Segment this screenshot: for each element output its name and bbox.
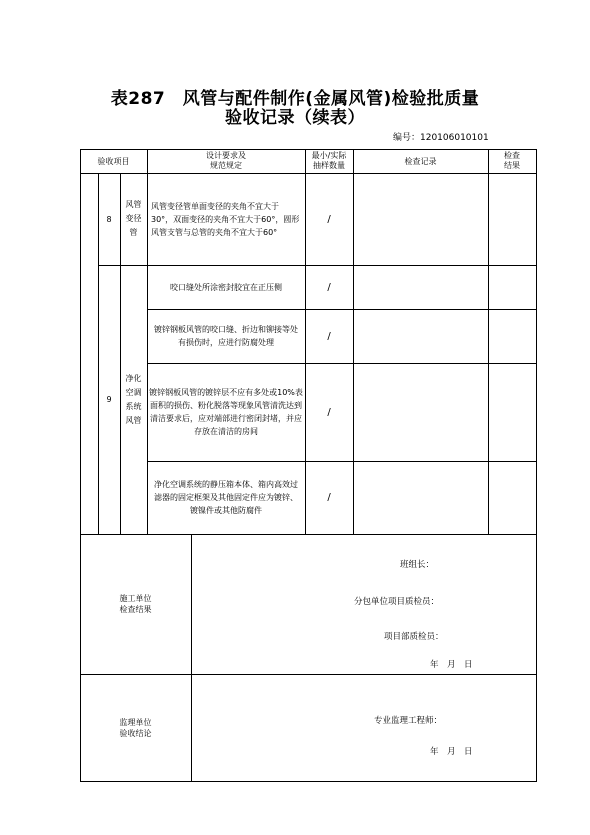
- document-code: 编号：120106010101: [393, 133, 489, 143]
- document-subtitle: 验收记录（续表）: [225, 108, 365, 128]
- sample-quantity: /: [327, 492, 331, 503]
- header-sample: 最小/实际 抽样数量: [311, 151, 347, 170]
- header-result: 检查 结果: [504, 151, 520, 170]
- column-divider: [147, 149, 148, 534]
- requirement-text: 镀锌钢板风管的咬口缝、折边和铆接等处有损伤时，应进行防腐处理: [154, 325, 298, 347]
- requirement-text: 风管变径管单面变径的夹角不宜大于30°，双面变径的夹角不宜大于60°，圆形风管支管与总管的夹角不宜大于60°: [151, 201, 300, 237]
- header-requirement: 设计要求及 规范规定: [206, 151, 246, 170]
- column-divider: [488, 149, 489, 534]
- supervision-date: 年 月 日: [430, 747, 473, 757]
- team-leader-signature: 班组长：: [400, 560, 435, 570]
- item-number: 9: [106, 395, 112, 404]
- requirement-text: 镀锌钢板风管的镀锌层不应有多处或10%表面积的损伤、粉化脱落等现象风管清洗达到清洁要求后，应对端部进行密闭封堵，并应存放在清洁的房间: [149, 388, 303, 436]
- item-number: 8: [106, 214, 112, 224]
- document-title: 表287 风管与配件制作(金属风管)检验批质量: [110, 89, 480, 109]
- header-item: 验收项目: [97, 156, 130, 166]
- sample-quantity: /: [327, 213, 331, 225]
- construction-unit-label: 施工单位 检查结果: [119, 594, 152, 614]
- requirement-text: 净化空调系统的静压箱本体、箱内高效过滤器的固定框架及其他固定件应为镀锌、镀镍件或其他防腐件: [154, 480, 298, 515]
- sample-quantity: /: [327, 281, 331, 293]
- header-record: 检查记录: [404, 156, 437, 166]
- sample-quantity: /: [327, 330, 331, 342]
- item-name: 风管 变径 管: [125, 200, 142, 237]
- construction-date: 年 月 日: [430, 660, 473, 670]
- sub-inspector-signature: 分包单位项目质检员：: [354, 597, 440, 607]
- inspection-table: [80, 149, 537, 782]
- column-divider: [191, 534, 192, 674]
- column-divider: [191, 674, 192, 781]
- column-divider: [353, 149, 354, 534]
- table-border-right: [536, 149, 537, 782]
- table-border-bottom: [80, 781, 537, 782]
- dept-inspector-signature: 项目部质检员：: [384, 632, 444, 642]
- supervision-unit-label: 监理单位 验收结论: [119, 717, 152, 738]
- item-name: 净化 空调 系统 风管: [125, 373, 142, 425]
- sample-quantity: /: [327, 406, 331, 418]
- requirement-text: 咬口缝处所涂密封胶宜在正压侧: [170, 282, 282, 292]
- supervising-engineer-signature: 专业监理工程师：: [374, 716, 443, 726]
